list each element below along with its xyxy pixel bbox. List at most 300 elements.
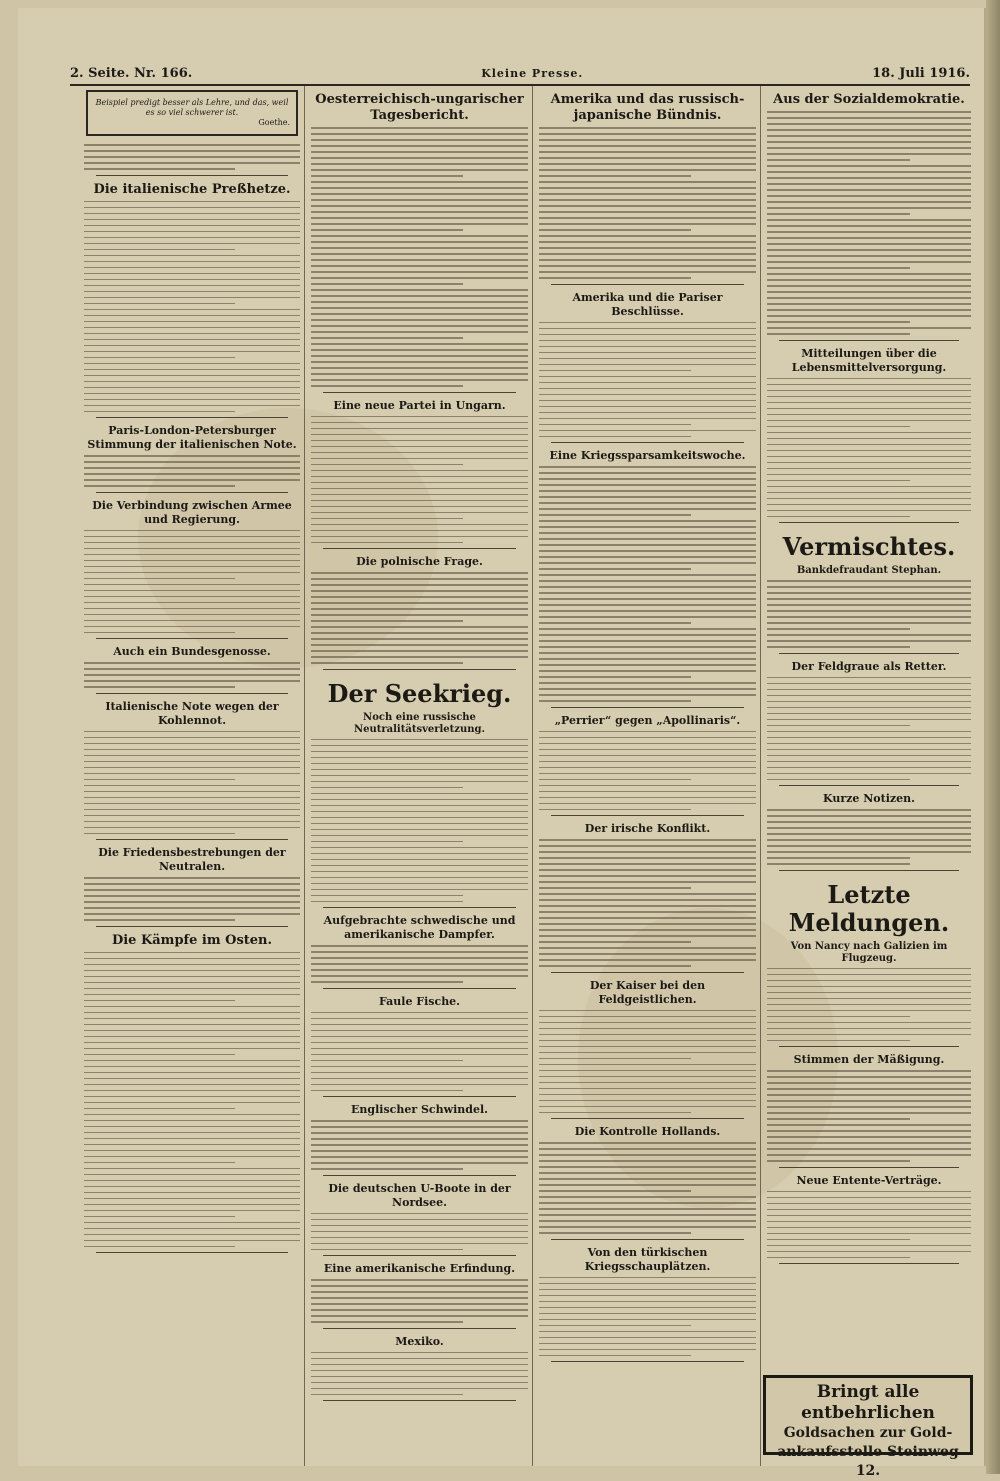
text-line bbox=[539, 526, 756, 528]
section-body-text bbox=[767, 1191, 971, 1259]
text-line bbox=[84, 590, 300, 592]
text-line bbox=[84, 1072, 300, 1074]
text-line bbox=[311, 626, 528, 628]
section-divider bbox=[551, 1239, 744, 1240]
text-line bbox=[539, 424, 691, 426]
section-body-text bbox=[84, 530, 300, 634]
text-line bbox=[84, 1096, 300, 1098]
section-heading: Italienische Note wegen der Kohlennot. bbox=[105, 699, 279, 727]
text-line bbox=[767, 998, 971, 1000]
text-line bbox=[311, 428, 528, 430]
text-line bbox=[84, 1210, 300, 1212]
text-line bbox=[539, 358, 756, 360]
text-line bbox=[84, 339, 300, 341]
section-body-text bbox=[539, 1010, 756, 1114]
text-line bbox=[84, 1162, 235, 1164]
text-line bbox=[539, 1022, 756, 1024]
text-line bbox=[311, 1156, 528, 1158]
text-line bbox=[767, 1239, 910, 1241]
text-line bbox=[311, 871, 528, 873]
text-line bbox=[767, 195, 971, 197]
text-line bbox=[311, 1084, 528, 1086]
text-line bbox=[539, 598, 756, 600]
text-line bbox=[767, 586, 971, 588]
text-line bbox=[767, 426, 910, 428]
text-line bbox=[84, 767, 300, 769]
text-line bbox=[767, 1106, 971, 1108]
section-heading: Der Kaiser bei den Feldgeistlichen. bbox=[589, 978, 706, 1006]
text-line bbox=[84, 560, 300, 562]
text-line bbox=[767, 863, 910, 865]
text-line bbox=[84, 291, 300, 293]
text-line bbox=[539, 737, 756, 739]
text-line bbox=[311, 1315, 528, 1317]
text-line bbox=[311, 205, 528, 207]
section-heading: Die italienische Preßhetze. bbox=[93, 181, 291, 197]
text-line bbox=[767, 177, 971, 179]
text-line bbox=[767, 755, 971, 757]
text-line bbox=[767, 683, 971, 685]
section-heading: Die polnische Frage. bbox=[356, 555, 483, 568]
text-line bbox=[539, 863, 756, 865]
text-line bbox=[539, 1349, 756, 1351]
text-line bbox=[539, 1082, 756, 1084]
text-line bbox=[539, 604, 756, 606]
text-line bbox=[84, 279, 300, 281]
section-divider bbox=[323, 1175, 516, 1176]
text-line bbox=[311, 1060, 463, 1062]
section-divider bbox=[96, 693, 288, 694]
text-line bbox=[84, 833, 235, 835]
text-line bbox=[84, 1150, 300, 1152]
text-line bbox=[767, 1215, 971, 1217]
section-heading: Eine amerikanische Erfindung. bbox=[323, 1262, 516, 1275]
text-line bbox=[311, 373, 528, 375]
text-line bbox=[84, 393, 300, 395]
section-divider bbox=[551, 815, 744, 816]
text-line bbox=[539, 1184, 756, 1186]
text-line bbox=[311, 1078, 528, 1080]
section-divider bbox=[551, 284, 744, 285]
text-line bbox=[84, 668, 300, 670]
text-line bbox=[539, 145, 756, 147]
text-line bbox=[311, 739, 528, 741]
text-line bbox=[539, 1040, 756, 1042]
text-line bbox=[767, 1257, 910, 1259]
text-line bbox=[311, 877, 528, 879]
text-line bbox=[539, 1016, 756, 1018]
text-line bbox=[84, 1078, 300, 1080]
section-heading: Englischer Schwindel. bbox=[351, 1103, 488, 1116]
text-line bbox=[311, 175, 463, 177]
section-heading: Faule Fische. bbox=[378, 994, 461, 1008]
text-line bbox=[311, 841, 463, 843]
text-line bbox=[84, 333, 300, 335]
text-line bbox=[767, 695, 971, 697]
text-line bbox=[311, 211, 528, 213]
section-divider bbox=[96, 638, 288, 639]
text-line bbox=[311, 901, 463, 903]
text-line bbox=[84, 1054, 235, 1056]
section-divider bbox=[323, 988, 516, 989]
text-line bbox=[84, 749, 300, 751]
text-line bbox=[539, 652, 756, 654]
text-line bbox=[311, 199, 528, 201]
section-body-text bbox=[311, 945, 528, 983]
text-line bbox=[767, 255, 971, 257]
section-divider bbox=[779, 1046, 959, 1047]
text-line bbox=[311, 829, 528, 831]
text-line bbox=[311, 139, 528, 141]
text-line bbox=[539, 1343, 756, 1345]
section-heading: Der irische Konflikt. bbox=[584, 822, 711, 835]
text-line bbox=[767, 1191, 971, 1193]
section-heading: Aus der Sozialdemokratie. bbox=[773, 92, 965, 107]
text-line bbox=[84, 351, 300, 353]
text-line bbox=[539, 767, 756, 769]
text-line bbox=[767, 779, 910, 781]
text-line bbox=[767, 408, 971, 410]
section-divider bbox=[323, 907, 516, 908]
text-line bbox=[84, 919, 235, 921]
text-line bbox=[539, 785, 756, 787]
text-line bbox=[311, 1024, 528, 1026]
text-line bbox=[539, 755, 756, 757]
text-line bbox=[767, 444, 971, 446]
text-line bbox=[311, 1144, 528, 1146]
text-line bbox=[311, 781, 528, 783]
text-line bbox=[767, 1233, 971, 1235]
section-body-text bbox=[311, 1120, 528, 1170]
section-body-text bbox=[311, 572, 528, 664]
text-line bbox=[767, 767, 971, 769]
section-heading: Noch eine russische Neutralitätsverletzung. bbox=[353, 711, 485, 735]
text-line bbox=[311, 452, 528, 454]
text-line bbox=[311, 319, 528, 321]
text-line bbox=[767, 1197, 971, 1199]
text-line bbox=[539, 845, 756, 847]
text-line bbox=[84, 548, 300, 550]
text-line bbox=[84, 467, 300, 469]
text-line bbox=[539, 1277, 756, 1279]
section-divider bbox=[323, 669, 516, 670]
text-line bbox=[311, 1225, 528, 1227]
text-line bbox=[767, 1088, 971, 1090]
text-line bbox=[84, 907, 300, 909]
text-line bbox=[311, 133, 528, 135]
text-line bbox=[84, 315, 300, 317]
section-divider bbox=[551, 1118, 744, 1119]
text-line bbox=[767, 992, 971, 994]
text-line bbox=[767, 159, 910, 161]
section-heading: Die Kontrolle Hollands. bbox=[574, 1125, 721, 1138]
text-line bbox=[539, 400, 756, 402]
text-line bbox=[311, 506, 528, 508]
text-line bbox=[539, 472, 756, 474]
section-divider bbox=[96, 492, 288, 493]
section-heading: Die Kämpfe im Osten. bbox=[111, 932, 273, 948]
text-line bbox=[311, 1138, 528, 1140]
text-line bbox=[539, 580, 756, 582]
text-line bbox=[767, 986, 971, 988]
text-line bbox=[767, 815, 971, 817]
text-line bbox=[84, 1108, 235, 1110]
text-line bbox=[767, 719, 971, 721]
text-line bbox=[84, 737, 300, 739]
text-line bbox=[84, 1114, 300, 1116]
text-line bbox=[84, 461, 300, 463]
section-divider bbox=[779, 785, 959, 786]
text-line bbox=[767, 1118, 910, 1120]
text-line bbox=[84, 219, 300, 221]
text-line bbox=[311, 277, 528, 279]
text-line bbox=[767, 225, 971, 227]
text-line bbox=[84, 285, 300, 287]
text-line bbox=[311, 1048, 528, 1050]
section-body-text bbox=[311, 416, 528, 544]
text-line bbox=[84, 369, 300, 371]
text-line bbox=[539, 259, 756, 261]
text-line bbox=[539, 466, 756, 468]
text-line bbox=[84, 381, 300, 383]
text-line bbox=[539, 881, 756, 883]
text-line bbox=[84, 895, 300, 897]
text-line bbox=[84, 231, 300, 233]
text-line bbox=[311, 963, 528, 965]
text-line bbox=[539, 532, 756, 534]
running-header bbox=[70, 62, 970, 86]
header-masthead: Kleine Presse. bbox=[481, 66, 584, 80]
text-line bbox=[311, 476, 528, 478]
text-line bbox=[311, 283, 463, 285]
text-line bbox=[84, 809, 300, 811]
text-line bbox=[767, 135, 971, 137]
text-line bbox=[767, 1148, 971, 1150]
text-line bbox=[84, 797, 300, 799]
text-line bbox=[84, 225, 300, 227]
text-line bbox=[311, 981, 463, 983]
text-line bbox=[539, 1325, 691, 1327]
text-line bbox=[767, 1142, 971, 1144]
text-line bbox=[539, 1070, 756, 1072]
text-line bbox=[539, 388, 756, 390]
text-line bbox=[84, 821, 300, 823]
text-line bbox=[84, 976, 300, 978]
text-line bbox=[311, 169, 528, 171]
text-line bbox=[539, 514, 691, 516]
text-line bbox=[311, 1054, 528, 1056]
text-line bbox=[84, 303, 235, 305]
text-line bbox=[311, 847, 528, 849]
text-line bbox=[767, 141, 971, 143]
text-line bbox=[84, 662, 300, 664]
text-line bbox=[539, 241, 756, 243]
text-line bbox=[539, 334, 756, 336]
text-line bbox=[311, 644, 528, 646]
text-line bbox=[311, 1297, 528, 1299]
section-body-text bbox=[84, 455, 300, 487]
text-line bbox=[539, 688, 756, 690]
column-1 bbox=[80, 86, 305, 1466]
text-line bbox=[767, 1130, 971, 1132]
text-line bbox=[539, 1034, 756, 1036]
text-line bbox=[767, 117, 971, 119]
text-line bbox=[539, 682, 756, 684]
section-heading: Kurze Notizen. bbox=[823, 792, 915, 805]
section-heading: Amerika und die Pariser Beschlüsse. bbox=[572, 290, 723, 318]
section-heading: Amerika und das russisch-japanische Bündnis. bbox=[550, 92, 745, 123]
text-line bbox=[84, 554, 300, 556]
text-line bbox=[539, 965, 691, 967]
text-line bbox=[84, 357, 235, 359]
text-line bbox=[539, 550, 756, 552]
text-line bbox=[539, 406, 756, 408]
text-line bbox=[539, 538, 756, 540]
text-line bbox=[311, 524, 528, 526]
text-line bbox=[84, 405, 300, 407]
text-line bbox=[311, 187, 528, 189]
text-line bbox=[539, 803, 756, 805]
text-line bbox=[84, 815, 300, 817]
text-line bbox=[311, 385, 463, 387]
text-line bbox=[84, 584, 300, 586]
motto-text: Beispiel predigt besser als Lehre, und das, weil es so viel schwerer ist. bbox=[95, 98, 289, 117]
text-line bbox=[767, 474, 971, 476]
text-line bbox=[539, 568, 691, 570]
text-line bbox=[311, 656, 528, 658]
text-line bbox=[539, 761, 756, 763]
section-divider bbox=[96, 839, 288, 840]
text-line bbox=[84, 970, 300, 972]
text-line bbox=[311, 859, 528, 861]
text-line bbox=[539, 670, 756, 672]
section-body-text bbox=[539, 731, 756, 811]
text-line bbox=[84, 994, 300, 996]
text-line bbox=[311, 883, 528, 885]
section-divider bbox=[551, 442, 744, 443]
text-line bbox=[539, 1301, 756, 1303]
section-body-text bbox=[539, 1277, 756, 1357]
text-line bbox=[767, 438, 971, 440]
text-line bbox=[767, 273, 971, 275]
text-line bbox=[311, 865, 528, 867]
text-line bbox=[539, 592, 756, 594]
text-line bbox=[311, 494, 528, 496]
text-line bbox=[84, 387, 300, 389]
text-line bbox=[539, 1148, 756, 1150]
text-line bbox=[767, 634, 971, 636]
text-line bbox=[767, 640, 971, 642]
text-line bbox=[767, 598, 971, 600]
text-line bbox=[539, 1142, 756, 1144]
section-body-text bbox=[311, 1012, 528, 1092]
section-divider bbox=[779, 1263, 959, 1264]
text-line bbox=[84, 455, 300, 457]
text-line bbox=[539, 187, 756, 189]
section-heading: Mitteilungen über die Lebensmittelversorgung. bbox=[791, 346, 947, 374]
text-line bbox=[311, 1279, 528, 1281]
text-line bbox=[84, 255, 300, 257]
text-line bbox=[767, 1022, 971, 1024]
text-line bbox=[311, 638, 528, 640]
section-heading: Die Friedensbestrebungen der Neutralen. bbox=[98, 846, 286, 873]
text-line bbox=[311, 1168, 463, 1170]
text-line bbox=[767, 279, 971, 281]
text-line bbox=[767, 450, 971, 452]
text-line bbox=[311, 1376, 528, 1378]
text-line bbox=[311, 1090, 463, 1092]
text-line bbox=[311, 289, 528, 291]
text-line bbox=[84, 578, 235, 580]
text-line bbox=[311, 975, 528, 977]
text-line bbox=[84, 327, 300, 329]
text-line bbox=[311, 464, 463, 466]
text-line bbox=[539, 1178, 756, 1180]
text-line bbox=[84, 1030, 300, 1032]
text-line bbox=[84, 267, 300, 269]
section-body-text bbox=[539, 466, 756, 702]
text-line bbox=[767, 845, 971, 847]
text-line bbox=[767, 1004, 971, 1006]
text-line bbox=[539, 610, 756, 612]
text-line bbox=[539, 628, 756, 630]
text-line bbox=[84, 375, 300, 377]
text-line bbox=[311, 331, 528, 333]
text-line bbox=[767, 516, 910, 518]
text-line bbox=[84, 273, 300, 275]
section-body-text bbox=[84, 201, 300, 413]
text-line bbox=[539, 646, 756, 648]
text-line bbox=[767, 1209, 971, 1211]
text-line bbox=[539, 1112, 691, 1114]
section-heading: Mexiko. bbox=[395, 1334, 444, 1348]
section-heading: Aufgebrachte schwedische und amerikanische Dampfer. bbox=[323, 914, 516, 941]
text-line bbox=[84, 803, 300, 805]
text-line bbox=[84, 827, 300, 829]
text-line bbox=[539, 139, 756, 141]
section-body-text bbox=[767, 378, 971, 518]
text-line bbox=[311, 325, 528, 327]
text-line bbox=[311, 578, 528, 580]
text-line bbox=[539, 857, 756, 859]
text-line bbox=[84, 614, 300, 616]
text-line bbox=[84, 1060, 300, 1062]
section-body-text bbox=[767, 677, 971, 781]
text-line bbox=[311, 458, 528, 460]
text-line bbox=[767, 1245, 971, 1247]
text-line bbox=[767, 839, 971, 841]
text-line bbox=[767, 743, 971, 745]
section-body-text bbox=[767, 1070, 971, 1162]
section-body-text bbox=[84, 662, 300, 688]
text-line bbox=[539, 430, 756, 432]
text-line bbox=[84, 479, 300, 481]
text-line bbox=[767, 327, 971, 329]
text-line bbox=[84, 530, 300, 532]
text-line bbox=[767, 1034, 971, 1036]
text-line bbox=[84, 626, 300, 628]
text-line bbox=[767, 213, 910, 215]
section-body-text bbox=[539, 127, 756, 279]
text-line bbox=[539, 1076, 756, 1078]
text-line bbox=[767, 219, 971, 221]
text-line bbox=[311, 247, 528, 249]
motto-author: Goethe. bbox=[258, 118, 290, 127]
text-line bbox=[84, 168, 235, 170]
text-line bbox=[539, 731, 756, 733]
section-heading: Der Seekrieg. bbox=[327, 678, 512, 708]
text-line bbox=[311, 518, 463, 520]
